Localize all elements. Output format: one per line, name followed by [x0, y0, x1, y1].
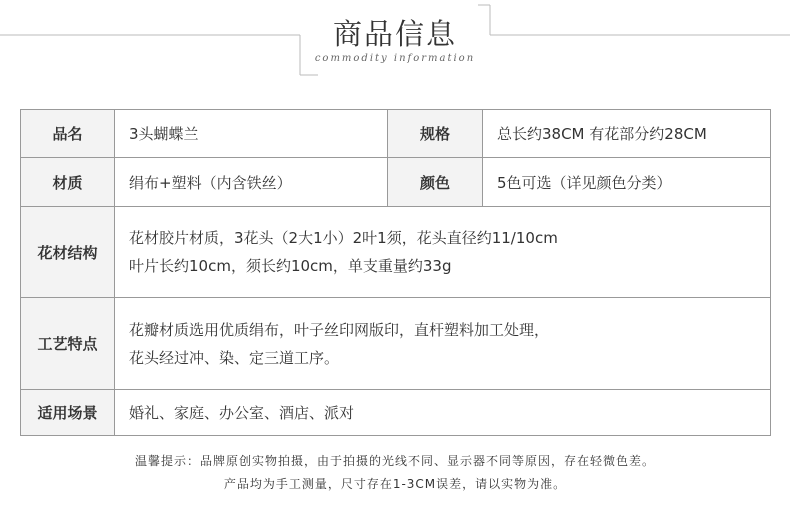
footer-note-line-1: 温馨提示：品牌原创实物拍摄，由于拍摄的光线不同、显示器不同等原因，存在轻微色差。 — [134, 454, 655, 468]
page-title: 商品信息 — [332, 17, 457, 51]
value-color: 5色可选（详见颜色分类） — [483, 158, 771, 207]
label-color: 颜色 — [388, 158, 483, 207]
table-row — [21, 158, 771, 207]
value-structure — [115, 207, 771, 298]
section-header — [0, 0, 790, 80]
page-subtitle: commodity information — [314, 53, 476, 64]
value-spec: 总长约38CM 有花部分约28CM — [483, 110, 771, 158]
craft-line-1: 花瓣材质选用优质绢布，叶子丝印网版印，直杆塑料加工处理， — [129, 320, 550, 339]
craft-line-2: 花头经过冲、染、定三道工序。 — [129, 348, 340, 367]
value-material: 绢布+塑料（内含铁丝） — [115, 158, 388, 207]
value-name: 3头蝴蝶兰 — [115, 110, 388, 158]
footer-note-line-2: 产品均为手工测量，尺寸存在1-3CM误差，请以实物为准。 — [223, 477, 567, 491]
table-row — [21, 110, 771, 158]
value-scenes: 婚礼、家庭、办公室、酒店、派对 — [115, 390, 771, 436]
label-scenes: 适用场景 — [21, 390, 115, 436]
table-row — [21, 390, 771, 436]
label-spec: 规格 — [388, 110, 483, 158]
label-material: 材质 — [21, 158, 115, 207]
label-structure: 花材结构 — [21, 207, 115, 298]
table-row — [21, 207, 771, 298]
label-name: 品名 — [21, 110, 115, 158]
table-row — [21, 298, 771, 390]
product-info-table — [20, 109, 771, 436]
structure-line-2: 叶片长约10cm，须长约10cm，单支重量约33g — [129, 257, 452, 275]
structure-line-1: 花材胶片材质，3花头（2大1小）2叶1须，花头直径约11/10cm — [129, 229, 558, 247]
value-craft — [115, 298, 771, 390]
label-craft: 工艺特点 — [21, 298, 115, 390]
